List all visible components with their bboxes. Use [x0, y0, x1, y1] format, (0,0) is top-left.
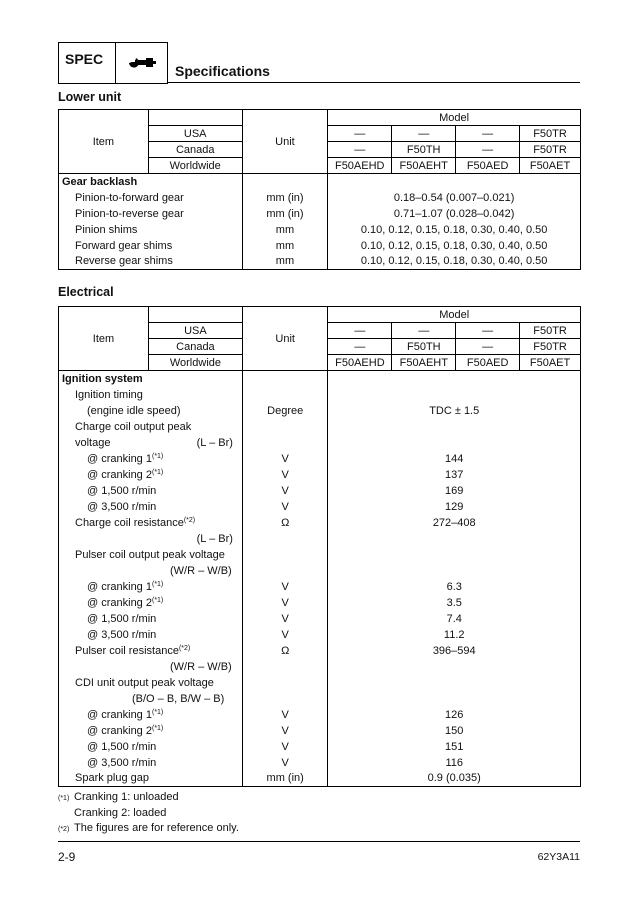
- table-row: [59, 515, 581, 531]
- table-row: [59, 531, 581, 547]
- value-cell: 0.10, 0.12, 0.15, 0.18, 0.30, 0.40, 0.50: [328, 222, 581, 238]
- footnote-text: The figures are for reference only.: [74, 822, 239, 834]
- wire-label: (L – Br): [196, 532, 233, 545]
- footnote: [58, 790, 239, 806]
- group-label: Gear backlash: [59, 174, 243, 190]
- unit-cell: Ω: [242, 643, 328, 659]
- item-label: @ cranking 1: [87, 452, 152, 465]
- unit-cell: mm (in): [242, 206, 328, 222]
- value-cell: 0.10, 0.12, 0.15, 0.18, 0.30, 0.40, 0.50: [328, 254, 581, 270]
- model-cell: F50AEHT: [392, 158, 456, 174]
- lower-unit-table: [58, 109, 581, 270]
- header-rule: [168, 82, 580, 83]
- value-cell: 144: [328, 451, 581, 467]
- value-cell: 6.3: [328, 579, 581, 595]
- item-label: Charge coil resistance: [75, 516, 184, 529]
- table-row: [59, 547, 581, 563]
- model-cell: F50TR: [520, 339, 581, 355]
- item-label: Pulser coil output peak voltage: [59, 547, 243, 563]
- value-cell: 116: [328, 755, 581, 771]
- model-cell: —: [328, 142, 392, 158]
- model-cell: F50AED: [456, 158, 520, 174]
- footer-rule: [58, 841, 580, 842]
- item-label: Forward gear shims: [59, 238, 243, 254]
- unit-cell: V: [242, 755, 328, 771]
- value-cell: 137: [328, 467, 581, 483]
- model-cell: F50AET: [520, 355, 581, 371]
- table-row: [59, 467, 581, 483]
- footnote: [58, 821, 239, 837]
- note-mark: (*1): [151, 468, 164, 476]
- footnotes: [58, 790, 239, 837]
- electrical-title: Electrical: [58, 285, 114, 299]
- table-row: [59, 483, 581, 499]
- item-label: Ignition timing: [59, 387, 243, 403]
- item-label: @ cranking 1: [87, 708, 152, 721]
- item-label: Pinion-to-reverse gear: [59, 206, 243, 222]
- page-title: Specifications: [175, 63, 270, 79]
- model-header: Model: [328, 307, 581, 323]
- value-cell: 0.71–1.07 (0.028–0.042): [328, 206, 581, 222]
- table-row: [59, 451, 581, 467]
- model-cell: F50AEHD: [328, 355, 392, 371]
- item-label: Pinion shims: [59, 222, 243, 238]
- note-mark: (*1): [151, 580, 164, 588]
- note-mark: (*1): [151, 596, 164, 604]
- unit-cell: V: [242, 467, 328, 483]
- table-row: [59, 190, 581, 206]
- value-cell: 126: [328, 707, 581, 723]
- group-label: Ignition system: [59, 371, 243, 387]
- item-label: @ 1,500 r/min: [59, 483, 243, 499]
- model-cell: F50TR: [520, 323, 581, 339]
- table-row: [59, 435, 581, 451]
- note-mark: (*1): [151, 708, 164, 716]
- item-header: Item: [59, 110, 149, 174]
- market-label: Worldwide: [148, 355, 242, 371]
- market-label: Worldwide: [148, 158, 242, 174]
- table-row: [59, 595, 581, 611]
- table-row: [59, 643, 581, 659]
- value-cell: 3.5: [328, 595, 581, 611]
- model-cell: F50TR: [520, 142, 581, 158]
- note-mark: (*2): [58, 826, 70, 833]
- table-row: [59, 419, 581, 435]
- note-mark: (*1): [58, 795, 70, 802]
- model-cell: F50TH: [392, 142, 456, 158]
- document-code: 62Y3A11: [537, 851, 580, 863]
- value-cell: 129: [328, 499, 581, 515]
- unit-cell: V: [242, 483, 328, 499]
- value-cell: 7.4: [328, 611, 581, 627]
- model-cell: —: [328, 323, 392, 339]
- item-header: Item: [59, 307, 149, 371]
- model-cell: F50TH: [392, 339, 456, 355]
- footnote-text: Cranking 2: loaded: [74, 807, 167, 819]
- item-label: @ 1,500 r/min: [59, 611, 243, 627]
- table-row: [59, 307, 581, 323]
- item-label: @ 3,500 r/min: [59, 627, 243, 643]
- unit-cell: V: [242, 579, 328, 595]
- page-header: [58, 42, 580, 84]
- item-label: Spark plug gap: [59, 771, 243, 787]
- table-row: [59, 659, 581, 675]
- item-label: Reverse gear shims: [59, 254, 243, 270]
- model-cell: F50AED: [456, 355, 520, 371]
- unit-cell: mm (in): [242, 771, 328, 787]
- model-cell: —: [328, 339, 392, 355]
- table-row: [59, 579, 581, 595]
- electrical-table: [58, 306, 581, 787]
- table-row: [59, 371, 581, 387]
- note-mark: (*2): [178, 644, 191, 652]
- model-cell: —: [328, 126, 392, 142]
- item-label: (engine idle speed): [59, 403, 243, 419]
- unit-cell: V: [242, 595, 328, 611]
- footnote-text: Cranking 1: unloaded: [74, 791, 179, 803]
- market-label: USA: [148, 323, 242, 339]
- item-label: @ 3,500 r/min: [59, 499, 243, 515]
- item-label: CDI unit output peak voltage: [59, 675, 243, 691]
- unit-cell: mm: [242, 222, 328, 238]
- table-row: [59, 206, 581, 222]
- note-mark: (*1): [151, 724, 164, 732]
- value-cell: 150: [328, 723, 581, 739]
- value-cell: 169: [328, 483, 581, 499]
- item-label: @ 3,500 r/min: [59, 755, 243, 771]
- unit-cell: V: [242, 611, 328, 627]
- model-cell: F50TR: [520, 126, 581, 142]
- unit-header: Unit: [242, 307, 328, 371]
- table-row: [59, 611, 581, 627]
- item-label: @ cranking 2: [87, 724, 152, 737]
- table-row: [59, 254, 581, 270]
- table-row: [59, 755, 581, 771]
- model-cell: F50AEHT: [392, 355, 456, 371]
- market-label: USA: [148, 126, 242, 142]
- unit-header: Unit: [242, 110, 328, 174]
- table-row: [59, 675, 581, 691]
- model-header: Model: [328, 110, 581, 126]
- table-row: [59, 387, 581, 403]
- wire-label: (W/R – W/B): [59, 563, 243, 579]
- footnote: [58, 806, 239, 821]
- note-mark: (*2): [183, 516, 196, 524]
- table-row: [59, 110, 581, 126]
- value-cell: TDC ± 1.5: [328, 403, 581, 419]
- model-cell: —: [392, 323, 456, 339]
- table-row: [59, 627, 581, 643]
- market-label: Canada: [148, 339, 242, 355]
- table-row: [59, 499, 581, 515]
- spec-label: SPEC: [58, 42, 116, 84]
- page-number: 2-9: [58, 850, 76, 864]
- model-cell: —: [456, 126, 520, 142]
- unit-cell: mm (in): [242, 190, 328, 206]
- table-row: [59, 174, 581, 190]
- item-label: @ cranking 1: [87, 580, 152, 593]
- table-row: [59, 707, 581, 723]
- unit-cell: Ω: [242, 515, 328, 531]
- item-label: Pinion-to-forward gear: [59, 190, 243, 206]
- table-row: [59, 403, 581, 419]
- table-row: [59, 723, 581, 739]
- model-cell: F50AET: [520, 158, 581, 174]
- unit-cell: V: [242, 723, 328, 739]
- value-cell: 0.18–0.54 (0.007–0.021): [328, 190, 581, 206]
- item-label: @ cranking 2: [87, 468, 152, 481]
- unit-cell: mm: [242, 238, 328, 254]
- table-row: [59, 563, 581, 579]
- wire-label: (B/O – B, B/W – B): [59, 691, 243, 707]
- unit-cell: V: [242, 627, 328, 643]
- wire-label: (L – Br): [196, 436, 233, 449]
- market-label: Canada: [148, 142, 242, 158]
- item-label: @ cranking 2: [87, 596, 152, 609]
- model-cell: —: [456, 323, 520, 339]
- value-cell: 272–408: [328, 515, 581, 531]
- item-label: Pulser coil resistance: [75, 644, 179, 657]
- unit-cell: V: [242, 499, 328, 515]
- wrench-gauge-icon: [116, 42, 168, 84]
- item-label: @ 1,500 r/min: [59, 739, 243, 755]
- model-cell: F50AEHD: [328, 158, 392, 174]
- value-cell: 396–594: [328, 643, 581, 659]
- model-cell: —: [456, 339, 520, 355]
- table-row: [59, 222, 581, 238]
- table-row: [59, 771, 581, 787]
- lower-unit-title: Lower unit: [58, 90, 122, 104]
- table-row: [59, 238, 581, 254]
- wire-label: (W/R – W/B): [59, 659, 243, 675]
- unit-cell: V: [242, 707, 328, 723]
- unit-cell: mm: [242, 254, 328, 270]
- note-mark: (*1): [151, 452, 164, 460]
- value-cell: 0.9 (0.035): [328, 771, 581, 787]
- item-label: Charge coil output peak: [59, 419, 243, 435]
- value-cell: 11.2: [328, 627, 581, 643]
- table-row: [59, 691, 581, 707]
- unit-cell: Degree: [242, 403, 328, 419]
- table-row: [59, 739, 581, 755]
- value-cell: 0.10, 0.12, 0.15, 0.18, 0.30, 0.40, 0.50: [328, 238, 581, 254]
- model-cell: —: [456, 142, 520, 158]
- unit-cell: V: [242, 739, 328, 755]
- item-label: voltage: [75, 436, 111, 449]
- model-cell: —: [392, 126, 456, 142]
- value-cell: 151: [328, 739, 581, 755]
- unit-cell: V: [242, 451, 328, 467]
